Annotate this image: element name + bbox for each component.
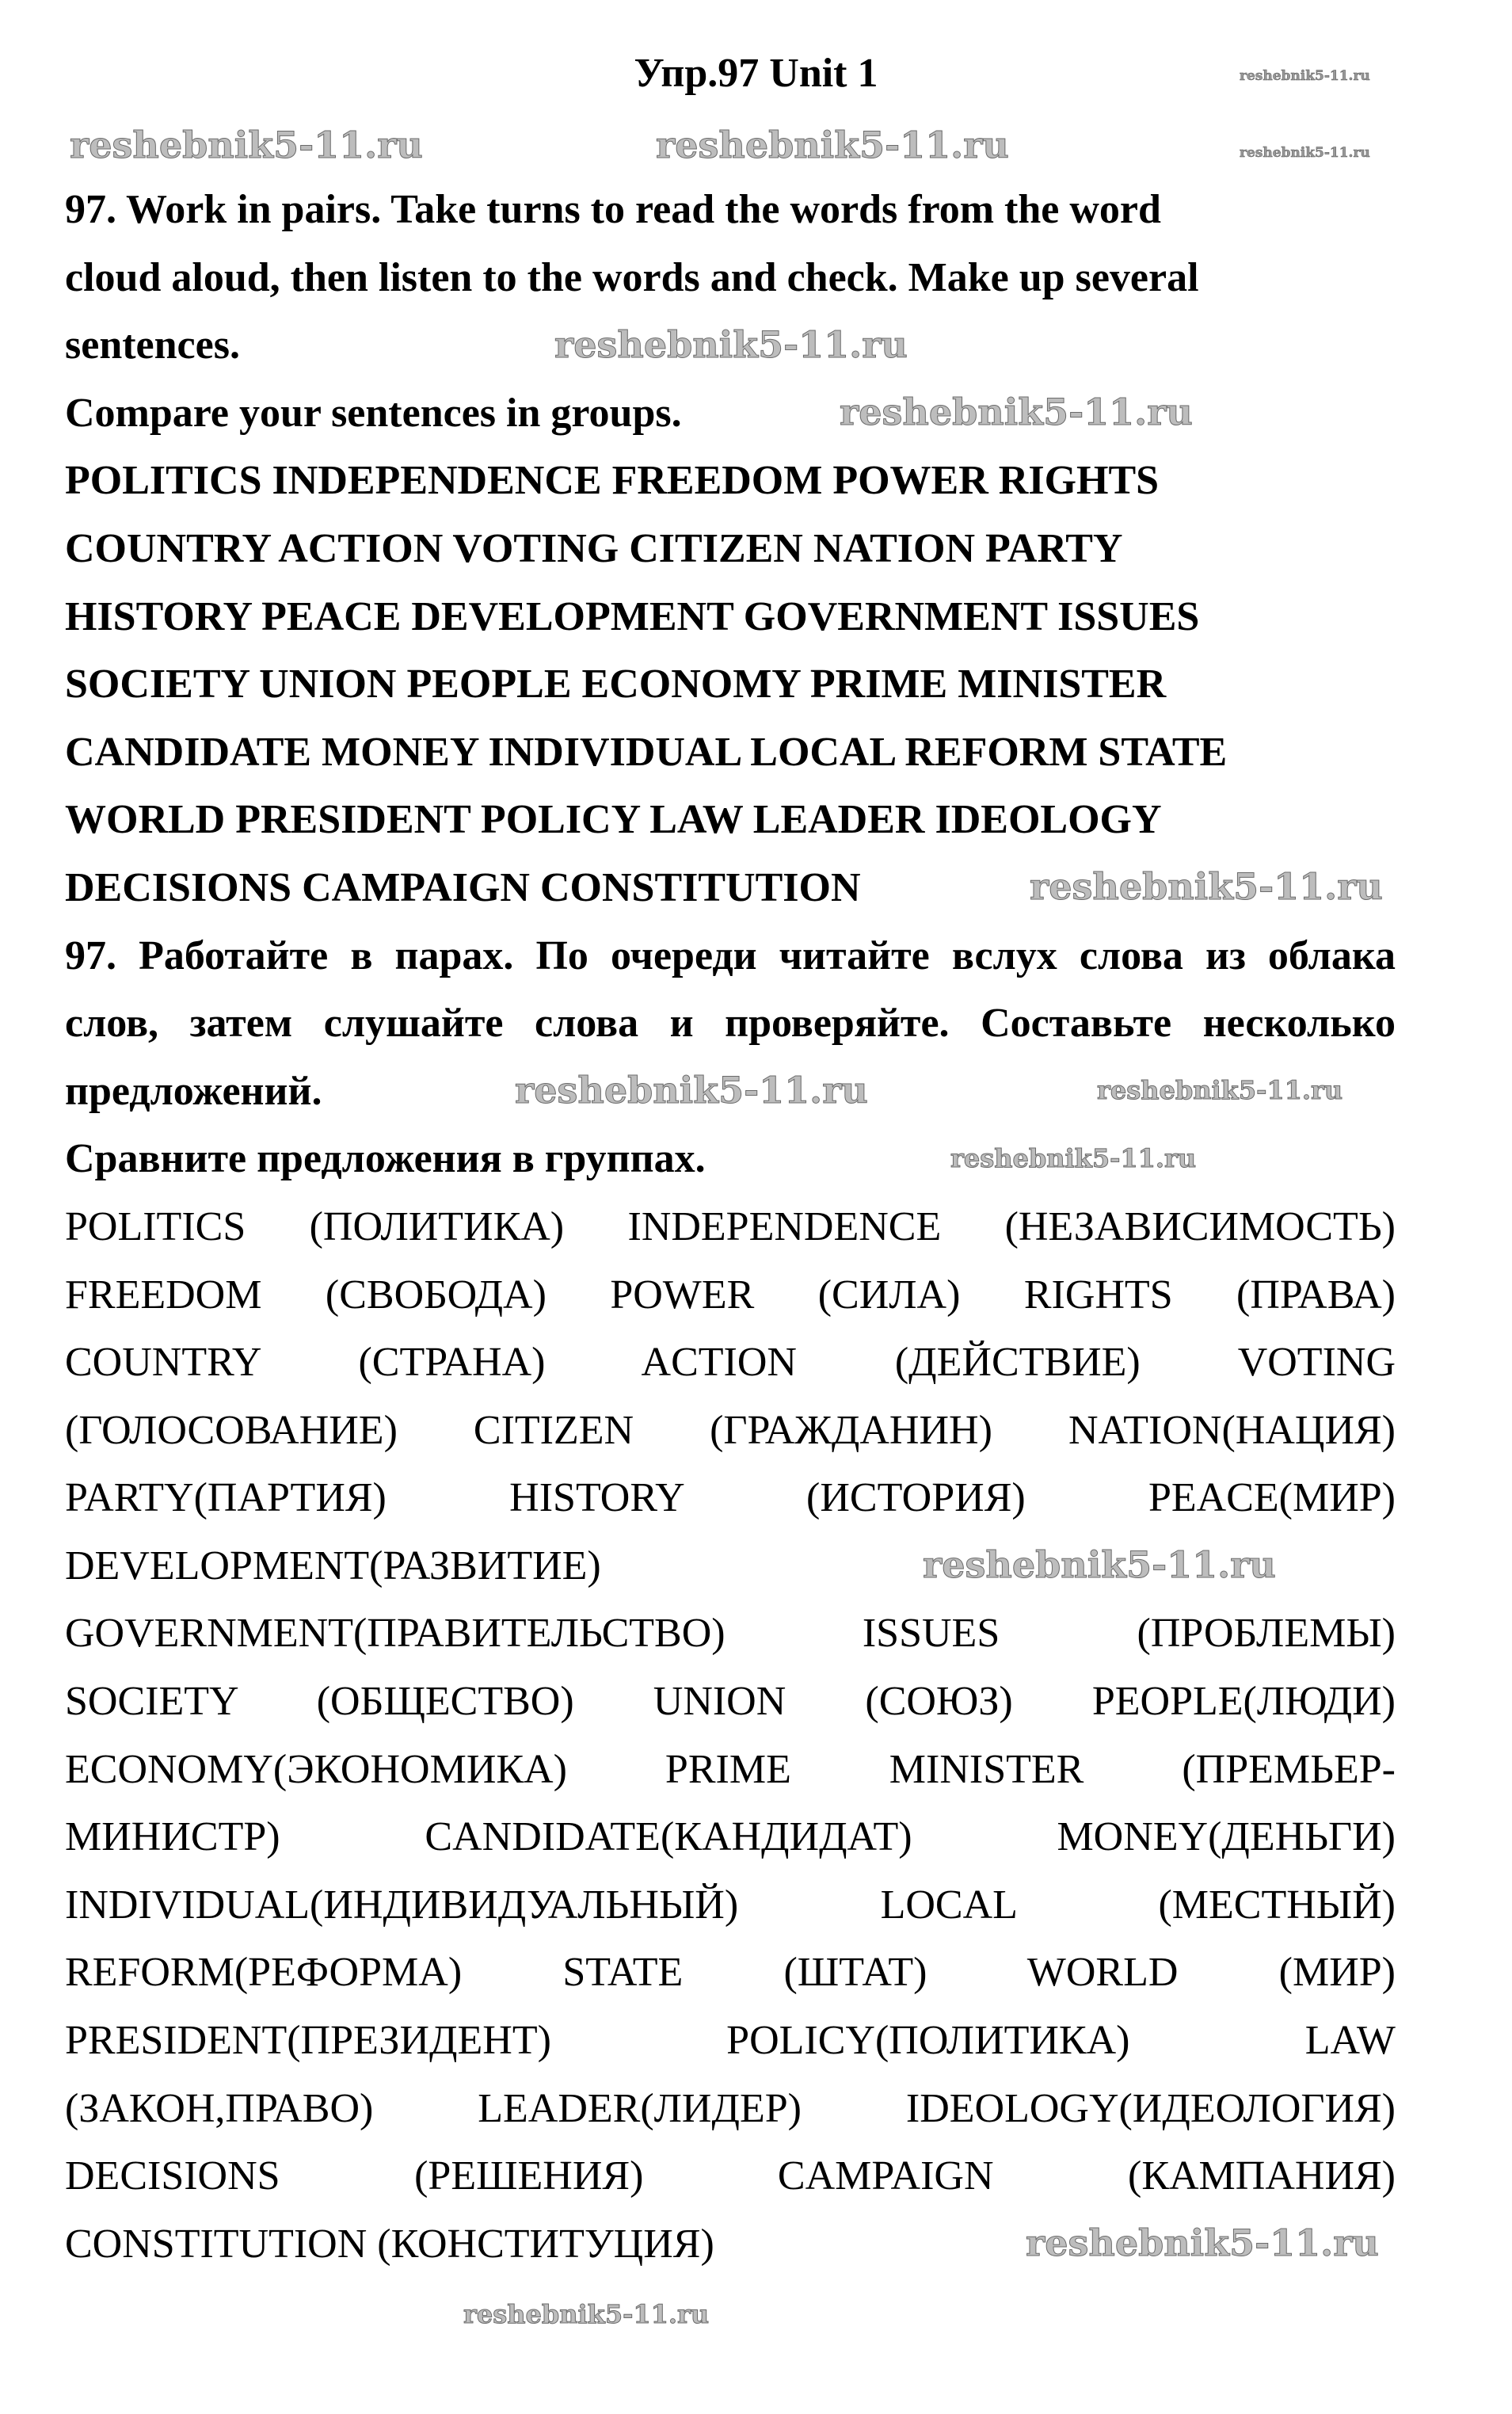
watermark: reshebnik5-11.ru: [840, 391, 1193, 433]
watermark: reshebnik5-11.ru: [1030, 865, 1383, 908]
english-task-line: 97. Work in pairs. Take turns to read the words from the word: [65, 187, 1161, 232]
translation-line: POLITICS (ПОЛИТИКА) INDEPENDENCE (НЕЗАВИСИМОСТЬ): [65, 1203, 1396, 1249]
word-cloud-line: SOCIETY UNION PEOPLE ECONOMY PRIME MINISTER: [65, 662, 1167, 707]
russian-task-line: слов, затем слушайте слова и проверяйте. Составьте несколько: [65, 1001, 1396, 1047]
translation-line: INDIVIDUAL(ИНДИВИДУАЛЬНЫЙ) LOCAL (МЕСТНЫЙ): [65, 1882, 1396, 1928]
watermark: reshebnik5-11.ru: [70, 124, 423, 166]
watermark: reshebnik5-11.ru: [656, 124, 1009, 166]
page-title: Упр.97 Unit 1: [634, 51, 878, 96]
russian-task-line: предложений.: [65, 1068, 322, 1114]
english-task-line: Compare your sentences in groups.: [65, 390, 682, 436]
english-task-line: cloud aloud, then listen to the words and check. Make up several: [65, 254, 1199, 300]
translation-line: DECISIONS (РЕШЕНИЯ) CAMPAIGN (КАМПАНИЯ): [65, 2153, 1396, 2199]
translation-line: PRESIDENT(ПРЕЗИДЕНТ) POLICY(ПОЛИТИКА) LAW: [65, 2018, 1396, 2064]
exercise-body: [65, 176, 1396, 2278]
word-cloud-line: DECISIONS CAMPAIGN CONSTITUTION: [65, 864, 861, 910]
russian-task-line: Сравните предложения в группах.: [65, 1136, 706, 1182]
word-cloud-line: POLITICS INDEPENDENCE FREEDOM POWER RIGHTS: [65, 458, 1160, 504]
watermark: reshebnik5-11.ru: [1240, 68, 1370, 84]
translation-line: (ЗАКОН,ПРАВО) LEADER(ЛИДЕР) IDEOLOGY(ИДЕОЛОГИЯ): [65, 2085, 1396, 2131]
watermark: reshebnik5-11.ru: [1026, 2221, 1379, 2264]
translation-line: SOCIETY (ОБЩЕСТВО) UNION (СОЮЗ) PEOPLE(ЛЮДИ): [65, 1679, 1396, 1725]
translation-line: (ГОЛОСОВАНИЕ) CITIZEN (ГРАЖДАНИН) NATION(НАЦИЯ): [65, 1407, 1396, 1453]
watermark: reshebnik5-11.ru: [950, 1143, 1197, 1173]
watermark: reshebnik5-11.ru: [515, 1069, 868, 1112]
watermark: reshebnik5-11.ru: [554, 323, 908, 366]
watermark: reshebnik5-11.ru: [463, 2299, 710, 2329]
translation-line: DEVELOPMENT(РАЗВИТИЕ): [65, 1543, 601, 1588]
translation-line: REFORM(РЕФОРМА) STATE (ШТАТ) WORLD (МИР): [65, 1950, 1396, 1996]
english-task-line: sentences.: [65, 322, 240, 368]
translation-line: CONSTITUTION (КОНСТИТУЦИЯ): [65, 2221, 714, 2267]
russian-task-line: 97. Работайте в парах. По очереди читайте вслух слова из облака: [65, 932, 1396, 978]
translation-line: МИНИСТР) CANDIDATE(КАНДИДАТ) MONEY(ДЕНЬГИ): [65, 1814, 1396, 1860]
word-cloud-line: CANDIDATE MONEY INDIVIDUAL LOCAL REFORM STATE: [65, 729, 1228, 775]
translation-line: GOVERNMENT(ПРАВИТЕЛЬСТВО) ISSUES (ПРОБЛЕМЫ): [65, 1611, 1396, 1657]
word-cloud-line: COUNTRY ACTION VOTING CITIZEN NATION PARTY: [65, 525, 1123, 571]
translation-line: COUNTRY (СТРАНА) ACTION (ДЕЙСТВИЕ) VOTING: [65, 1340, 1396, 1386]
translation-line: ECONOMY(ЭКОНОМИКА) PRIME MINISTER (ПРЕМЬЕР-: [65, 1746, 1396, 1792]
word-cloud-line: WORLD PRESIDENT POLICY LAW LEADER IDEOLOGY: [65, 797, 1162, 843]
translation-line: FREEDOM (СВОБОДА) POWER (СИЛА) RIGHTS (ПРАВА): [65, 1272, 1396, 1318]
word-cloud-line: HISTORY PEACE DEVELOPMENT GOVERNMENT ISSUES: [65, 593, 1200, 639]
watermark: reshebnik5-11.ru: [923, 1543, 1276, 1586]
watermark: reshebnik5-11.ru: [1240, 145, 1370, 161]
translation-line: PARTY(ПАРТИЯ) HISTORY (ИСТОРИЯ) PEACE(МИР): [65, 1475, 1396, 1521]
watermark: reshebnik5-11.ru: [1097, 1075, 1343, 1105]
